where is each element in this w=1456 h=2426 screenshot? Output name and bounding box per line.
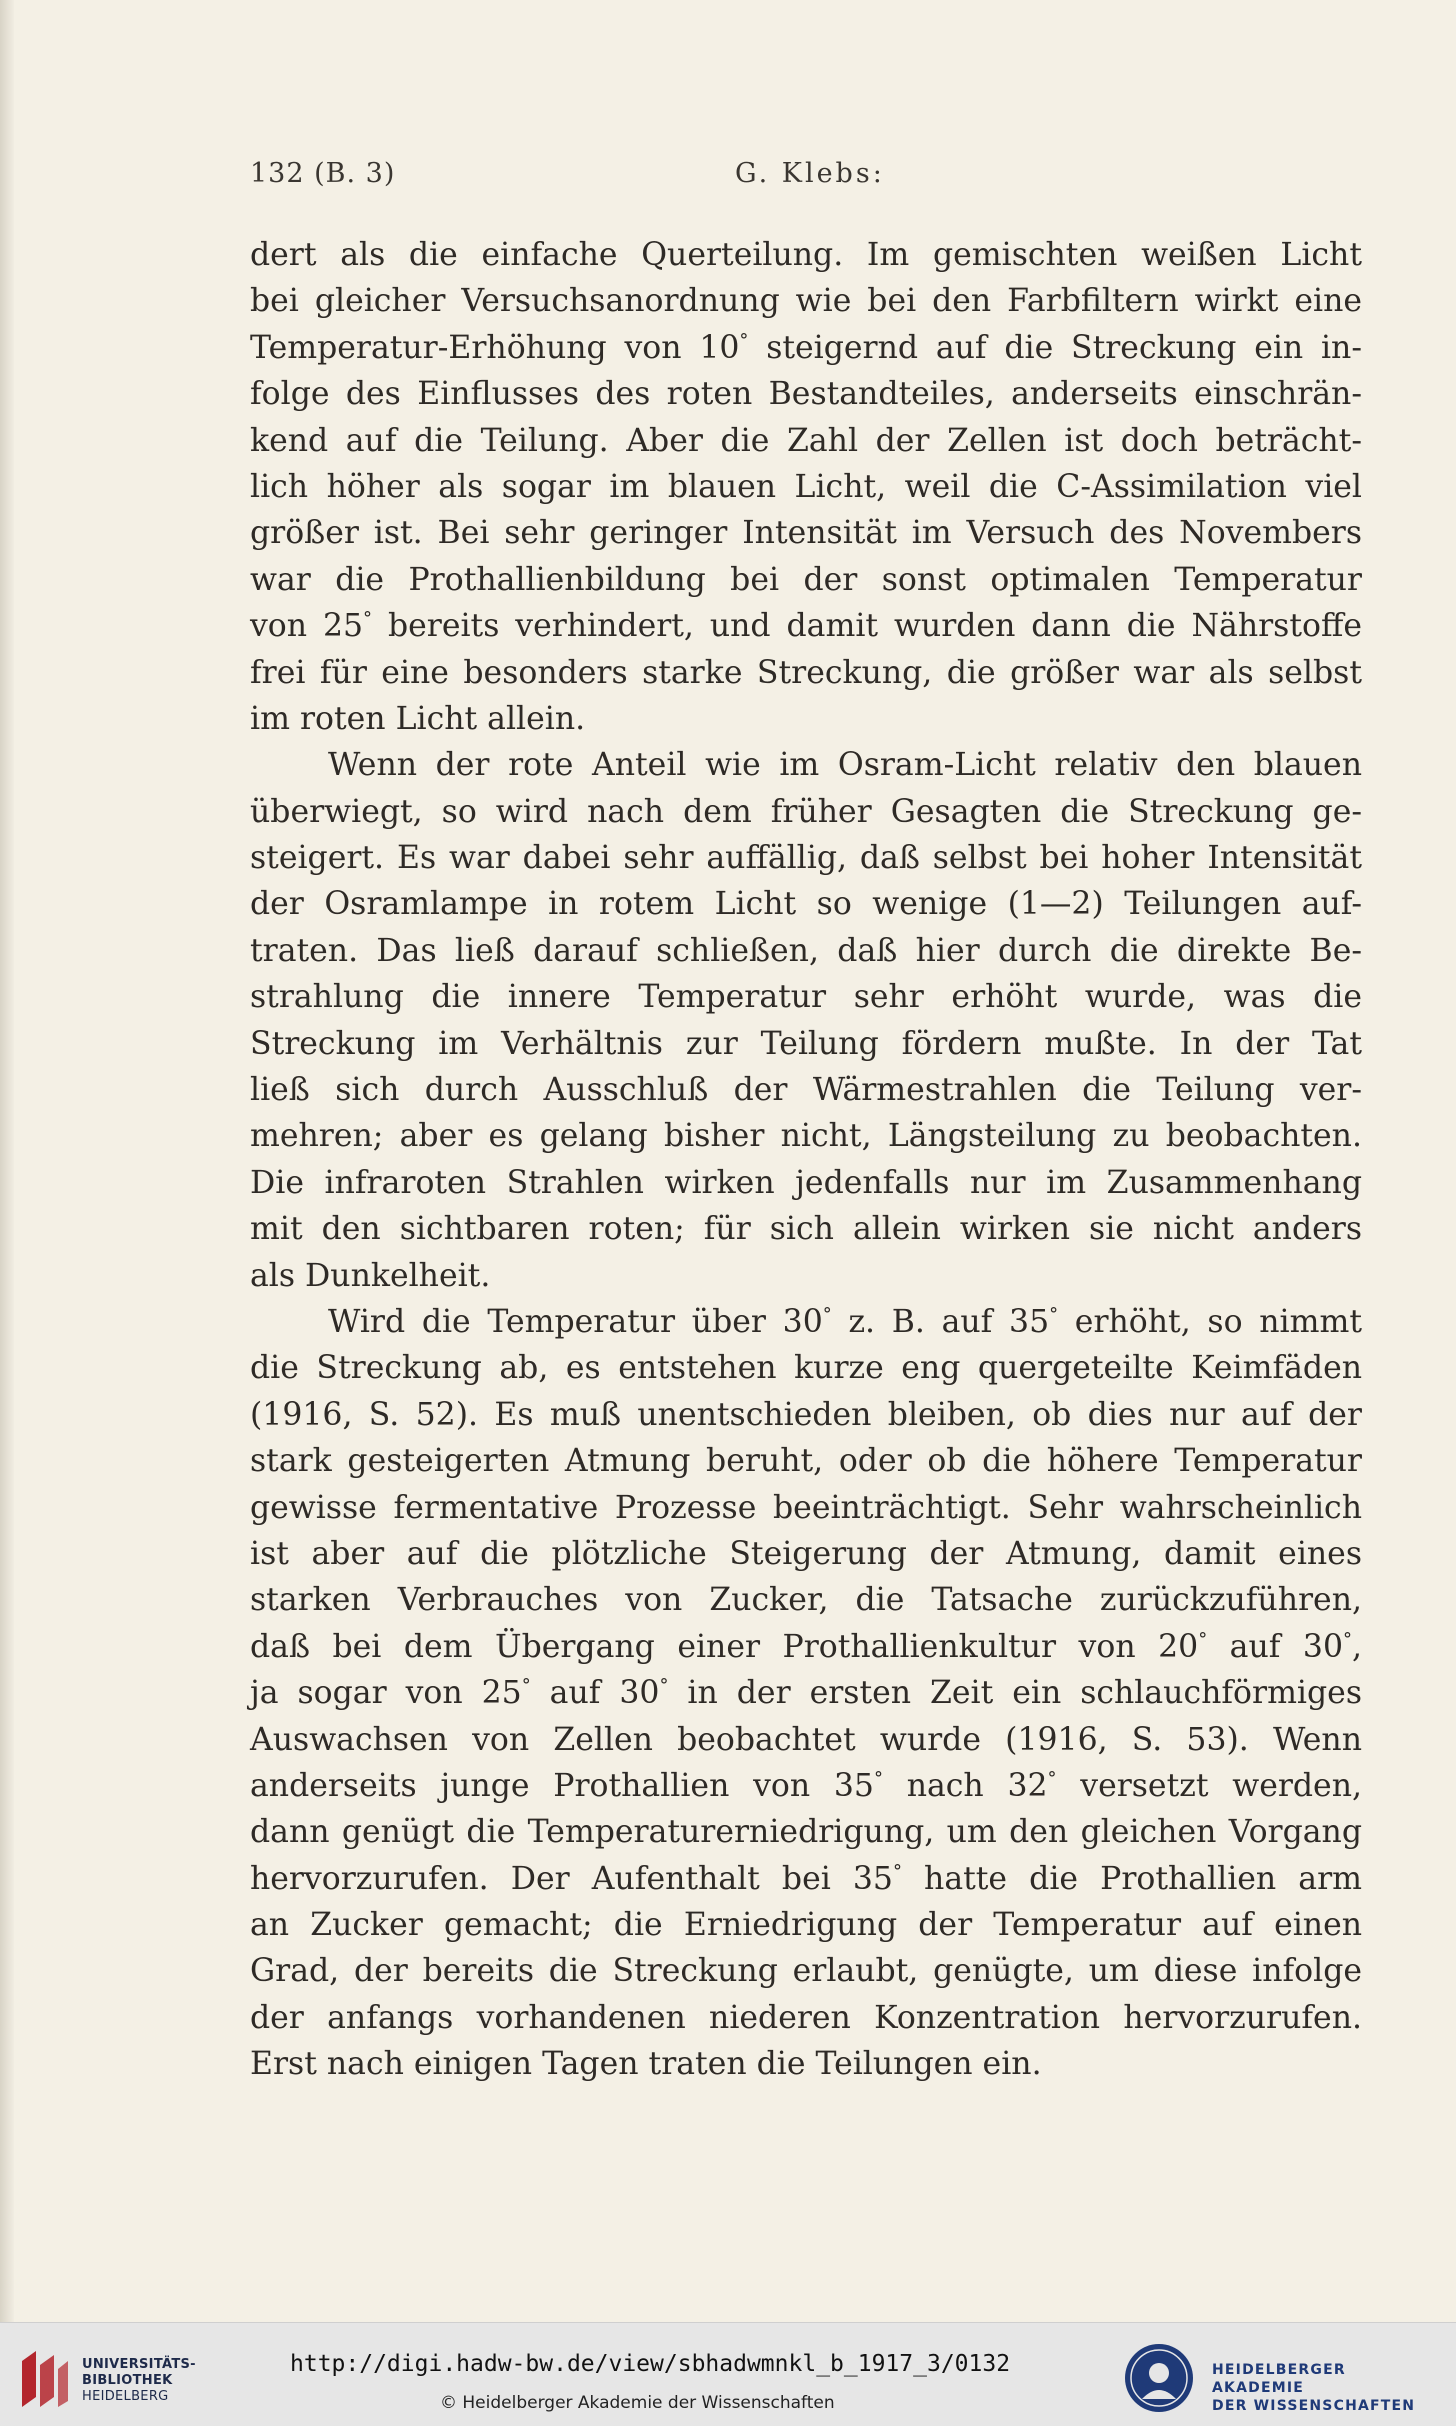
university-library-logo-icon — [16, 2347, 72, 2411]
paragraph-3 — [250, 1299, 1362, 2088]
text-line: hervorzurufen. Der Aufenthalt bei 35° hatte die Prothallien arm — [250, 1860, 1363, 1897]
text-line: folge des Einflusses des roten Bestandteiles, anderseits einschrän- — [250, 376, 1362, 413]
paragraph-1 — [250, 232, 1362, 742]
degree-sign: ° — [1047, 1767, 1057, 1789]
text-line: überwiegt, so wird nach dem früher Gesagten die Streckung ge- — [250, 793, 1362, 830]
text-line: ließ sich durch Ausschluß der Wärmestrahlen die Teilung ver- — [250, 1072, 1362, 1109]
text-line: die Streckung ab, es entstehen kurze eng quergeteilte Keimfäden — [250, 1350, 1362, 1387]
text-line: als Dunkelheit. — [250, 1257, 491, 1294]
text-line: Die infraroten Strahlen wirken jedenfalls nur im Zusammenhang — [250, 1164, 1362, 1201]
text-line: von 25° bereits verhindert, und damit wurden dann die Nährstoffe — [250, 608, 1362, 645]
text-line: Erst nach einigen Tagen traten die Teilungen ein. — [250, 2046, 1042, 2083]
text-line: ist aber auf die plötzliche Steigerung der Atmung, damit eines — [250, 1535, 1362, 1572]
text-line: Temperatur-Erhöhung von 10° steigernd auf die Streckung ein in- — [250, 329, 1362, 366]
text-line: Streckung im Verhältnis zur Teilung fördern mußte. In der Tat — [250, 1025, 1362, 1062]
running-header — [250, 150, 1356, 200]
text-line: (1916, S. 52). Es muß unentschieden bleiben, ob dies nur auf der — [250, 1396, 1362, 1433]
page-number: 132 (B. 3) — [250, 158, 396, 189]
text-line: Wenn der rote Anteil wie im Osram-Licht relativ den blauen — [328, 747, 1362, 784]
text-line: kend auf die Teilung. Aber die Zahl der Zellen ist doch beträcht- — [250, 422, 1362, 459]
text-line: steigert. Es war dabei sehr auffällig, daß selbst bei hoher Intensität — [250, 840, 1362, 877]
degree-sign: ° — [1342, 1628, 1352, 1650]
text-line: mehren; aber es gelang bisher nicht, Längsteilung zu beobachten. — [250, 1118, 1362, 1155]
paragraph-2 — [250, 742, 1362, 1299]
text-line: daß bei dem Übergang einer Prothallienkultur von 20° auf 30°, — [250, 1628, 1362, 1665]
text-line: Wird die Temperatur über 30° z. B. auf 35° erhöht, so nimmt — [328, 1303, 1362, 1340]
degree-sign: ° — [659, 1675, 669, 1697]
university-library-logo-text: UNIVERSITÄTS- BIBLIOTHEK HEIDELBERG — [82, 2357, 196, 2404]
body-text — [250, 232, 1362, 2088]
text-line: an Zucker gemacht; die Erniedrigung der Temperatur auf einen — [250, 1907, 1362, 1944]
page-gutter-shadow — [0, 0, 14, 2322]
text-line: im roten Licht allein. — [250, 700, 586, 737]
text-line: starken Verbrauches von Zucker, die Tatsache zurückzuführen, — [250, 1582, 1362, 1619]
text-line: lich höher als sogar im blauen Licht, weil die C-Assimilation viel — [250, 468, 1362, 505]
permalink-url[interactable]: http://digi.hadw-bw.de/view/sbhadwmnkl_b_1917_3/0132 — [290, 2351, 1011, 2377]
copyright-notice: © Heidelberger Akademie der Wissenschaften — [440, 2393, 835, 2413]
text-line: Grad, der bereits die Streckung erlaubt, genügte, um diese infolge — [250, 1953, 1362, 1990]
text-line: strahlung die innere Temperatur sehr erhöht wurde, was die — [250, 979, 1362, 1016]
text-line: ja sogar von 25° auf 30° in der ersten Zeit ein schlauchförmiges — [250, 1675, 1362, 1712]
text-line: anderseits junge Prothallien von 35° nach 32° versetzt werden, — [250, 1767, 1362, 1804]
degree-sign: ° — [822, 1303, 832, 1325]
text-line: dann genügt die Temperaturerniedrigung, um den gleichen Vorgang — [250, 1814, 1362, 1851]
text-line: traten. Das ließ darauf schließen, daß hier durch die direkte Be- — [250, 932, 1362, 969]
text-line: größer ist. Bei sehr geringer Intensität im Versuch des Novembers — [250, 515, 1362, 552]
text-line: Auswachsen von Zellen beobachtet wurde (1916, S. 53). Wenn — [250, 1721, 1362, 1758]
degree-sign: ° — [363, 608, 373, 630]
text-line: war die Prothallienbildung bei der sonst optimalen Temperatur — [250, 561, 1362, 598]
degree-sign: ° — [521, 1675, 531, 1697]
academy-seal-icon — [1122, 2341, 1196, 2415]
academy-logo-text: HEIDELBERGER AKADEMIE DER WISSENSCHAFTEN — [1212, 2362, 1416, 2414]
degree-sign: ° — [1049, 1303, 1059, 1325]
university-library-logo[interactable] — [16, 2345, 196, 2415]
text-line: dert als die einfache Querteilung. Im gemischten weißen Licht — [250, 237, 1362, 273]
degree-sign: ° — [739, 329, 749, 351]
text-line: mit den sichtbaren roten; für sich allein wirken sie nicht anders — [250, 1211, 1362, 1248]
footer-bar — [0, 2322, 1456, 2426]
degree-sign: ° — [873, 1767, 883, 1789]
text-line: gewisse fermentative Prozesse beeinträchtigt. Sehr wahrscheinlich — [250, 1489, 1362, 1526]
running-head-author: G. Klebs: — [735, 158, 885, 189]
degree-sign: ° — [1198, 1628, 1208, 1650]
text-line: bei gleicher Versuchsanordnung wie bei den Farbfiltern wirkt eine — [250, 283, 1362, 320]
text-line: der Osramlampe in rotem Licht so wenige (1—2) Teilungen auf- — [250, 886, 1362, 923]
text-line: frei für eine besonders starke Streckung, die größer war als selbst — [250, 654, 1362, 691]
text-line: stark gesteigerten Atmung beruht, oder ob die höhere Temperatur — [250, 1443, 1362, 1480]
academy-logo[interactable] — [1122, 2341, 1442, 2417]
text-line: der anfangs vorhandenen niederen Konzentration hervorzurufen. — [250, 1999, 1362, 2036]
degree-sign: ° — [892, 1860, 902, 1882]
